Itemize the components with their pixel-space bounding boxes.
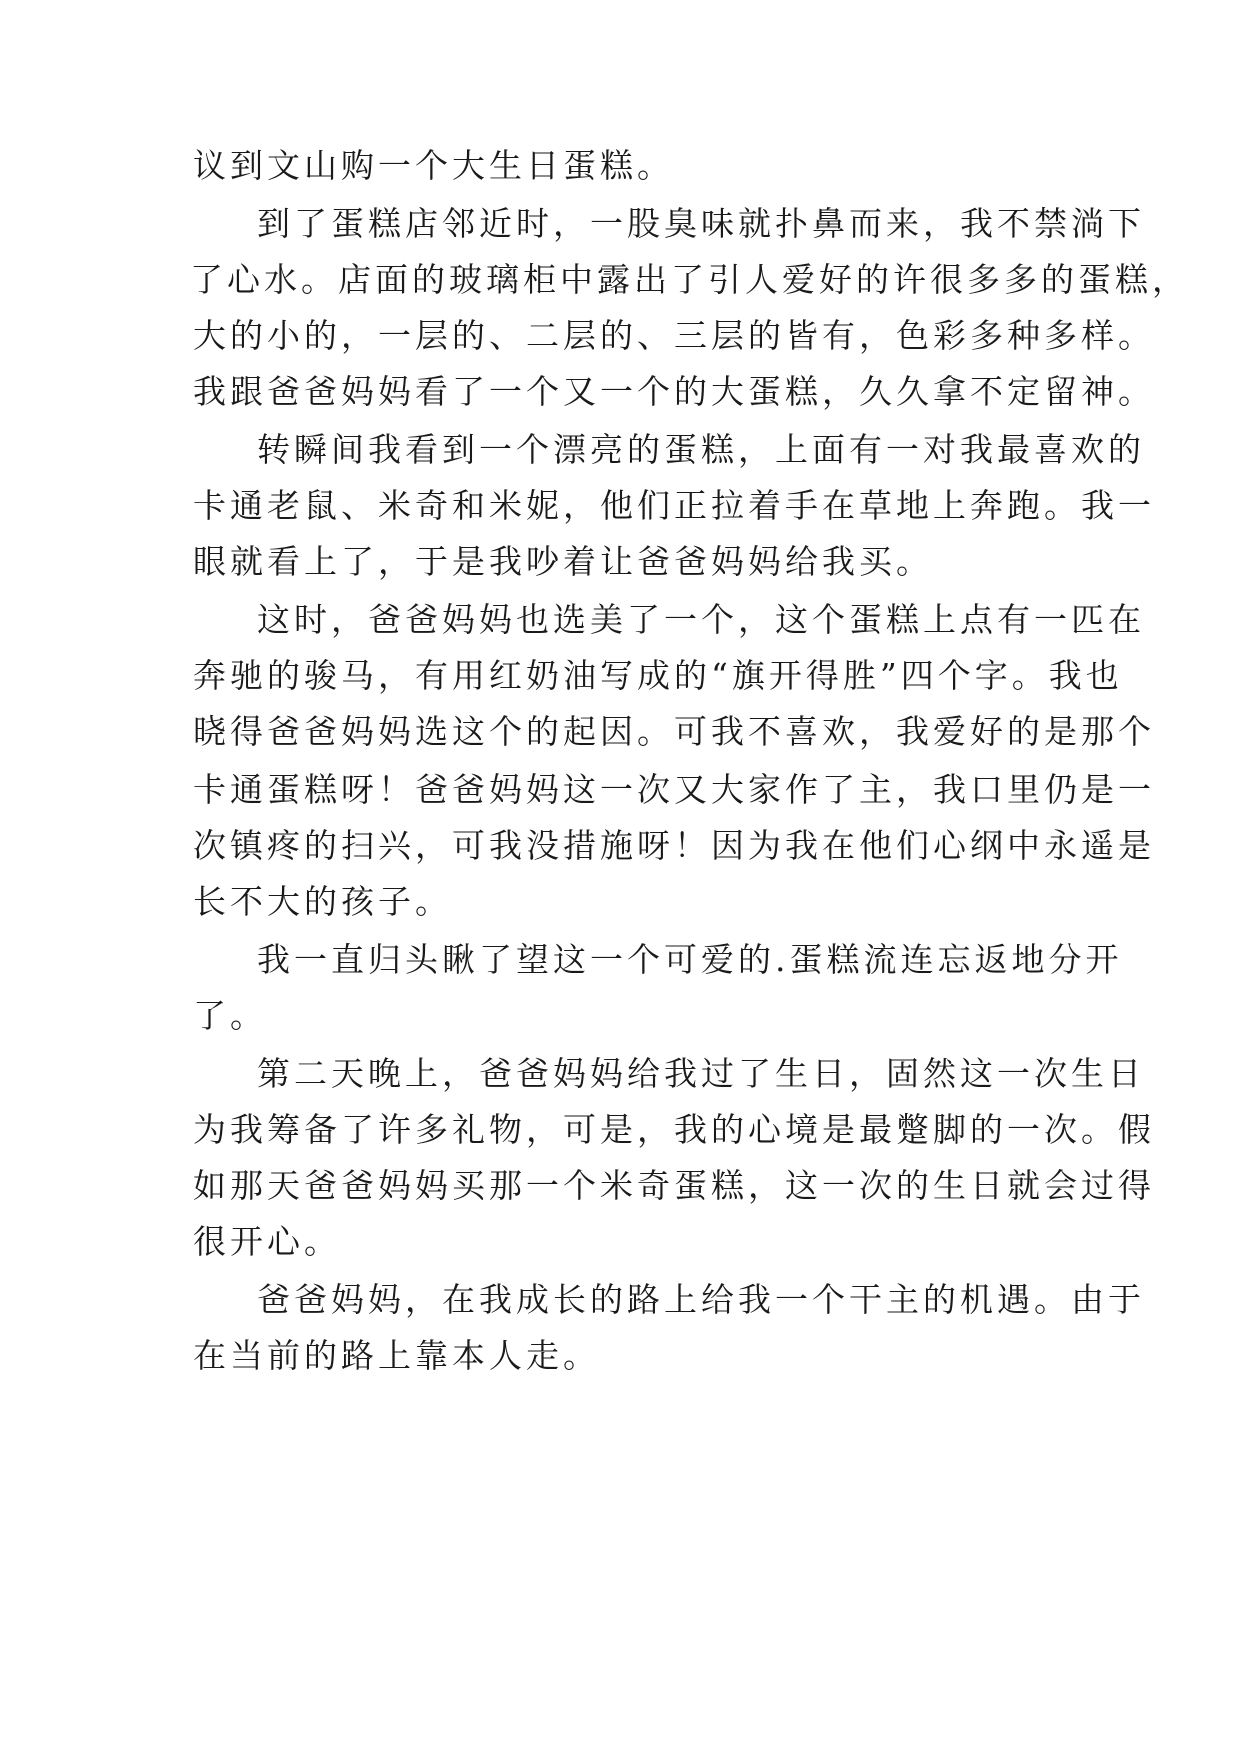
text-line: 卡通老鼠、米奇和米妮，他们正拉着手在草地上奔跑。我一 xyxy=(193,486,1155,525)
text-line: 到了蛋糕店邻近时，一股臭味就扑鼻而来，我不禁淌下 xyxy=(257,204,1145,243)
text-line: 第二天晚上，爸爸妈妈给我过了生日，固然这一次生日 xyxy=(257,1054,1145,1093)
text-line: 为我筹备了许多礼物，可是，我的心境是最蹩脚的一次。假 xyxy=(193,1110,1155,1149)
text-line: 转瞬间我看到一个漂亮的蛋糕，上面有一对我最喜欢的 xyxy=(257,430,1145,469)
text-line: 大的小的，一层的、二层的、三层的皆有，色彩多种多样。 xyxy=(193,316,1155,355)
text-line: 如那天爸爸妈妈买那一个米奇蛋糕，这一次的生日就会过得 xyxy=(193,1166,1155,1205)
text-line: 我一直归头瞅了望这一个可爱的.蛋糕流连忘返地分开 xyxy=(257,940,1123,979)
text-line: 了。 xyxy=(193,996,267,1035)
text-line: 这时，爸爸妈妈也选美了一个，这个蛋糕上点有一匹在 xyxy=(257,600,1145,639)
text-line: 奔驰的骏马，有用红奶油写成的“旗开得胜”四个字。我也 xyxy=(193,656,1123,695)
text-line: 很开心。 xyxy=(193,1222,341,1261)
text-line: 长不大的孩子。 xyxy=(193,882,452,921)
text-line: 晓得爸爸妈妈选这个的起因。可我不喜欢，我爱好的是那个 xyxy=(193,712,1155,751)
text-line: 爸爸妈妈，在我成长的路上给我一个干主的机遇。由于 xyxy=(257,1280,1145,1319)
text-line: 在当前的路上靠本人走。 xyxy=(193,1336,600,1375)
text-line: 卡通蛋糕呀！爸爸妈妈这一次又大家作了主，我口里仍是一 xyxy=(193,770,1155,809)
text-line: 了心水。店面的玻璃柜中露出了引人爱好的许很多多的蛋糕， xyxy=(190,260,1189,299)
text-line: 次镇疼的扫兴，可我没措施呀！因为我在他们心纲中永遥是 xyxy=(193,826,1155,865)
text-line: 我跟爸爸妈妈看了一个又一个的大蛋糕，久久拿不定留神。 xyxy=(193,372,1155,411)
text-line: 议到文山购一个大生日蛋糕。 xyxy=(193,146,674,185)
text-line: 眼就看上了，于是我吵着让爸爸妈妈给我买。 xyxy=(193,542,933,581)
